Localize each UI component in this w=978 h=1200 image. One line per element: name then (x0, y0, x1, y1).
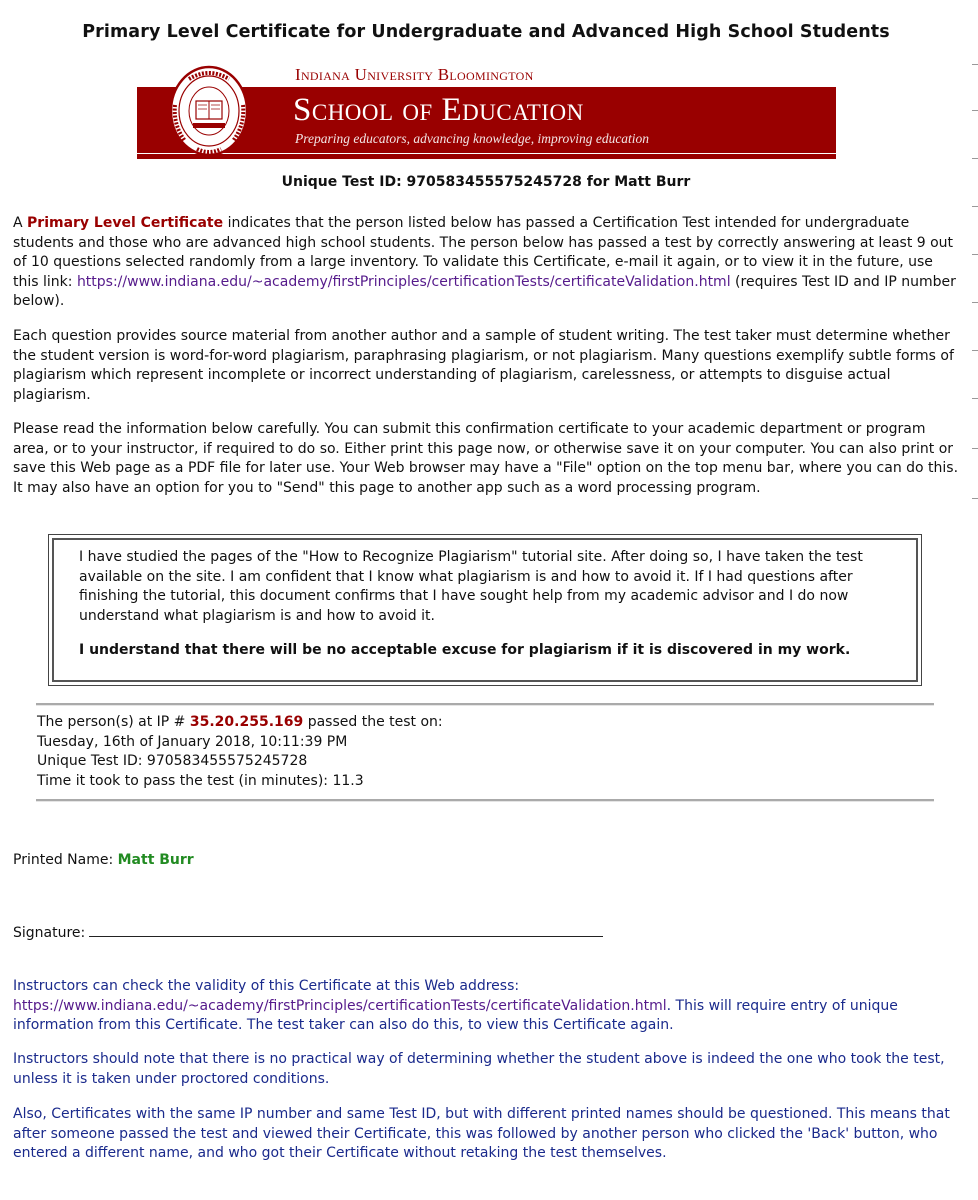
divider-top (36, 703, 934, 706)
instructors-paragraph-1 (13, 977, 961, 1036)
edge-tick (972, 110, 978, 111)
intro-text: indicates that the person listed below has passed a Certification Test intended for undergraduate students and those who are advanced high school students. The person below has passed a test by correctly answering at least 9 out of 10 questions selected randomly from a large inventory. To validate this Certificate, e-mail it again, or to view it in the future, use this link: (13, 215, 954, 290)
edge-tick (972, 448, 978, 449)
instructors-paragraph-3: Also, Certificates with the same IP number and same Test ID, but with different printed names should be questioned. This means that after someone passed the test and viewed their Certificate, this was followed by another person who clicked the 'Back' button, who entered a different name, and who got their Certificate without retaking the test themselves. (13, 1106, 950, 1162)
edge-tick (972, 206, 978, 207)
edge-tick (972, 254, 978, 255)
statement-box-inner (52, 538, 918, 682)
divider-bottom (36, 799, 934, 802)
ip-suffix: passed the test on: (303, 714, 443, 730)
statement-bold: I understand that there will be no acceptable excuse for plagiarism if it is discovered in my work. (79, 642, 851, 658)
validation-link[interactable]: https://www.indiana.edu/~academy/firstPrinciples/certificationTests/certificateValidation.html (76, 273, 731, 290)
statement-text: I have studied the pages of the "How to Recognize Plagiarism" tutorial site. After doing so, I have taken the test available on the site. I am confident that I know what plagiarism is and how to avoid it. If I had questions after finishing the tutorial, this document confirms that I have sought help from my academic advisor and I do now understand what plagiarism is and how to avoid it. (79, 549, 863, 624)
signature-line (89, 922, 603, 937)
page-edge (966, 0, 978, 1200)
printed-name (13, 852, 194, 868)
banner-university-name: Indiana University Bloomington (295, 65, 534, 84)
printed-name-value: Matt Burr (117, 852, 194, 868)
instructors-validation-link[interactable]: https://www.indiana.edu/~academy/firstPrinciples/certificationTests/certificateValidation.html (13, 997, 667, 1014)
intro-prefix: A (13, 215, 28, 231)
edge-tick (972, 302, 978, 303)
instructors-paragraph-2: Instructors should note that there is no practical way of determining whether the student above is indeed the one who took the test, unless it is taken under proctored conditions. (13, 1051, 945, 1087)
intro-paragraph-1 (13, 214, 959, 312)
intro-suffix: (requires Test ID and IP number below). (13, 273, 956, 310)
statement-box (48, 534, 922, 686)
banner-tagline: Preparing educators, advancing knowledge, improving education (295, 131, 650, 146)
signature-row (13, 922, 603, 941)
test-result (37, 713, 443, 791)
intro-paragraph-3: Please read the information below carefully. You can submit this confirmation certificate to your academic department or program area, or to your instructor, if required to do so. Either print this page now, or otherwise save it on your computer. You can also print or save this Web page as a PDF file for later use. Your Web browser may have a "File" option on the top menu bar, where you can do this. It may also have an option for you to "Send" this page to another app such as a word processing program. (13, 421, 959, 496)
unique-test-id-heading: Unique Test ID: 970583455575245728 for Matt Burr (281, 174, 691, 190)
edge-tick (972, 64, 978, 65)
university-seal-icon (169, 65, 249, 157)
edge-tick (972, 398, 978, 399)
test-duration: Time it took to pass the test (in minutes): 11.3 (37, 772, 364, 789)
certificate-level: Primary Level Certificate (27, 215, 224, 231)
ip-line (37, 713, 443, 733)
instructors-prefix: Instructors can check the validity of this Certificate at this Web address: (13, 978, 520, 994)
test-date: Tuesday, 16th of January 2018, 10:11:39 PM (37, 733, 348, 750)
edge-tick (972, 498, 978, 499)
ip-address: 35.20.255.169 (189, 714, 304, 730)
page-title: Primary Level Certificate for Undergraduate and Advanced High School Students (82, 22, 890, 42)
banner-school-name: School of Education (293, 92, 584, 128)
test-id: Unique Test ID: 970583455575245728 (37, 753, 308, 770)
edge-tick (972, 158, 978, 159)
school-banner (137, 65, 836, 160)
printed-name-label: Printed Name: (13, 852, 118, 868)
instructors-suffix: . This will require entry of unique information from this Certificate. The test taker can also do this, to view this Certificate again. (13, 997, 898, 1034)
intro-paragraph-2: Each question provides source material from another author and a sample of student writing. The test taker must determine whether the student version is word-for-word plagiarism, paraphrasing plagiarism, or not plagiarism. Many questions exemplify subtle forms of plagiarism which represent incomplete or incorrect understanding of plagiarism, carelessness, or attempts to disguise actual plagiarism. (13, 328, 954, 403)
ip-prefix: The person(s) at IP # (37, 714, 190, 730)
edge-tick (972, 350, 978, 351)
signature-label: Signature: (13, 925, 86, 941)
